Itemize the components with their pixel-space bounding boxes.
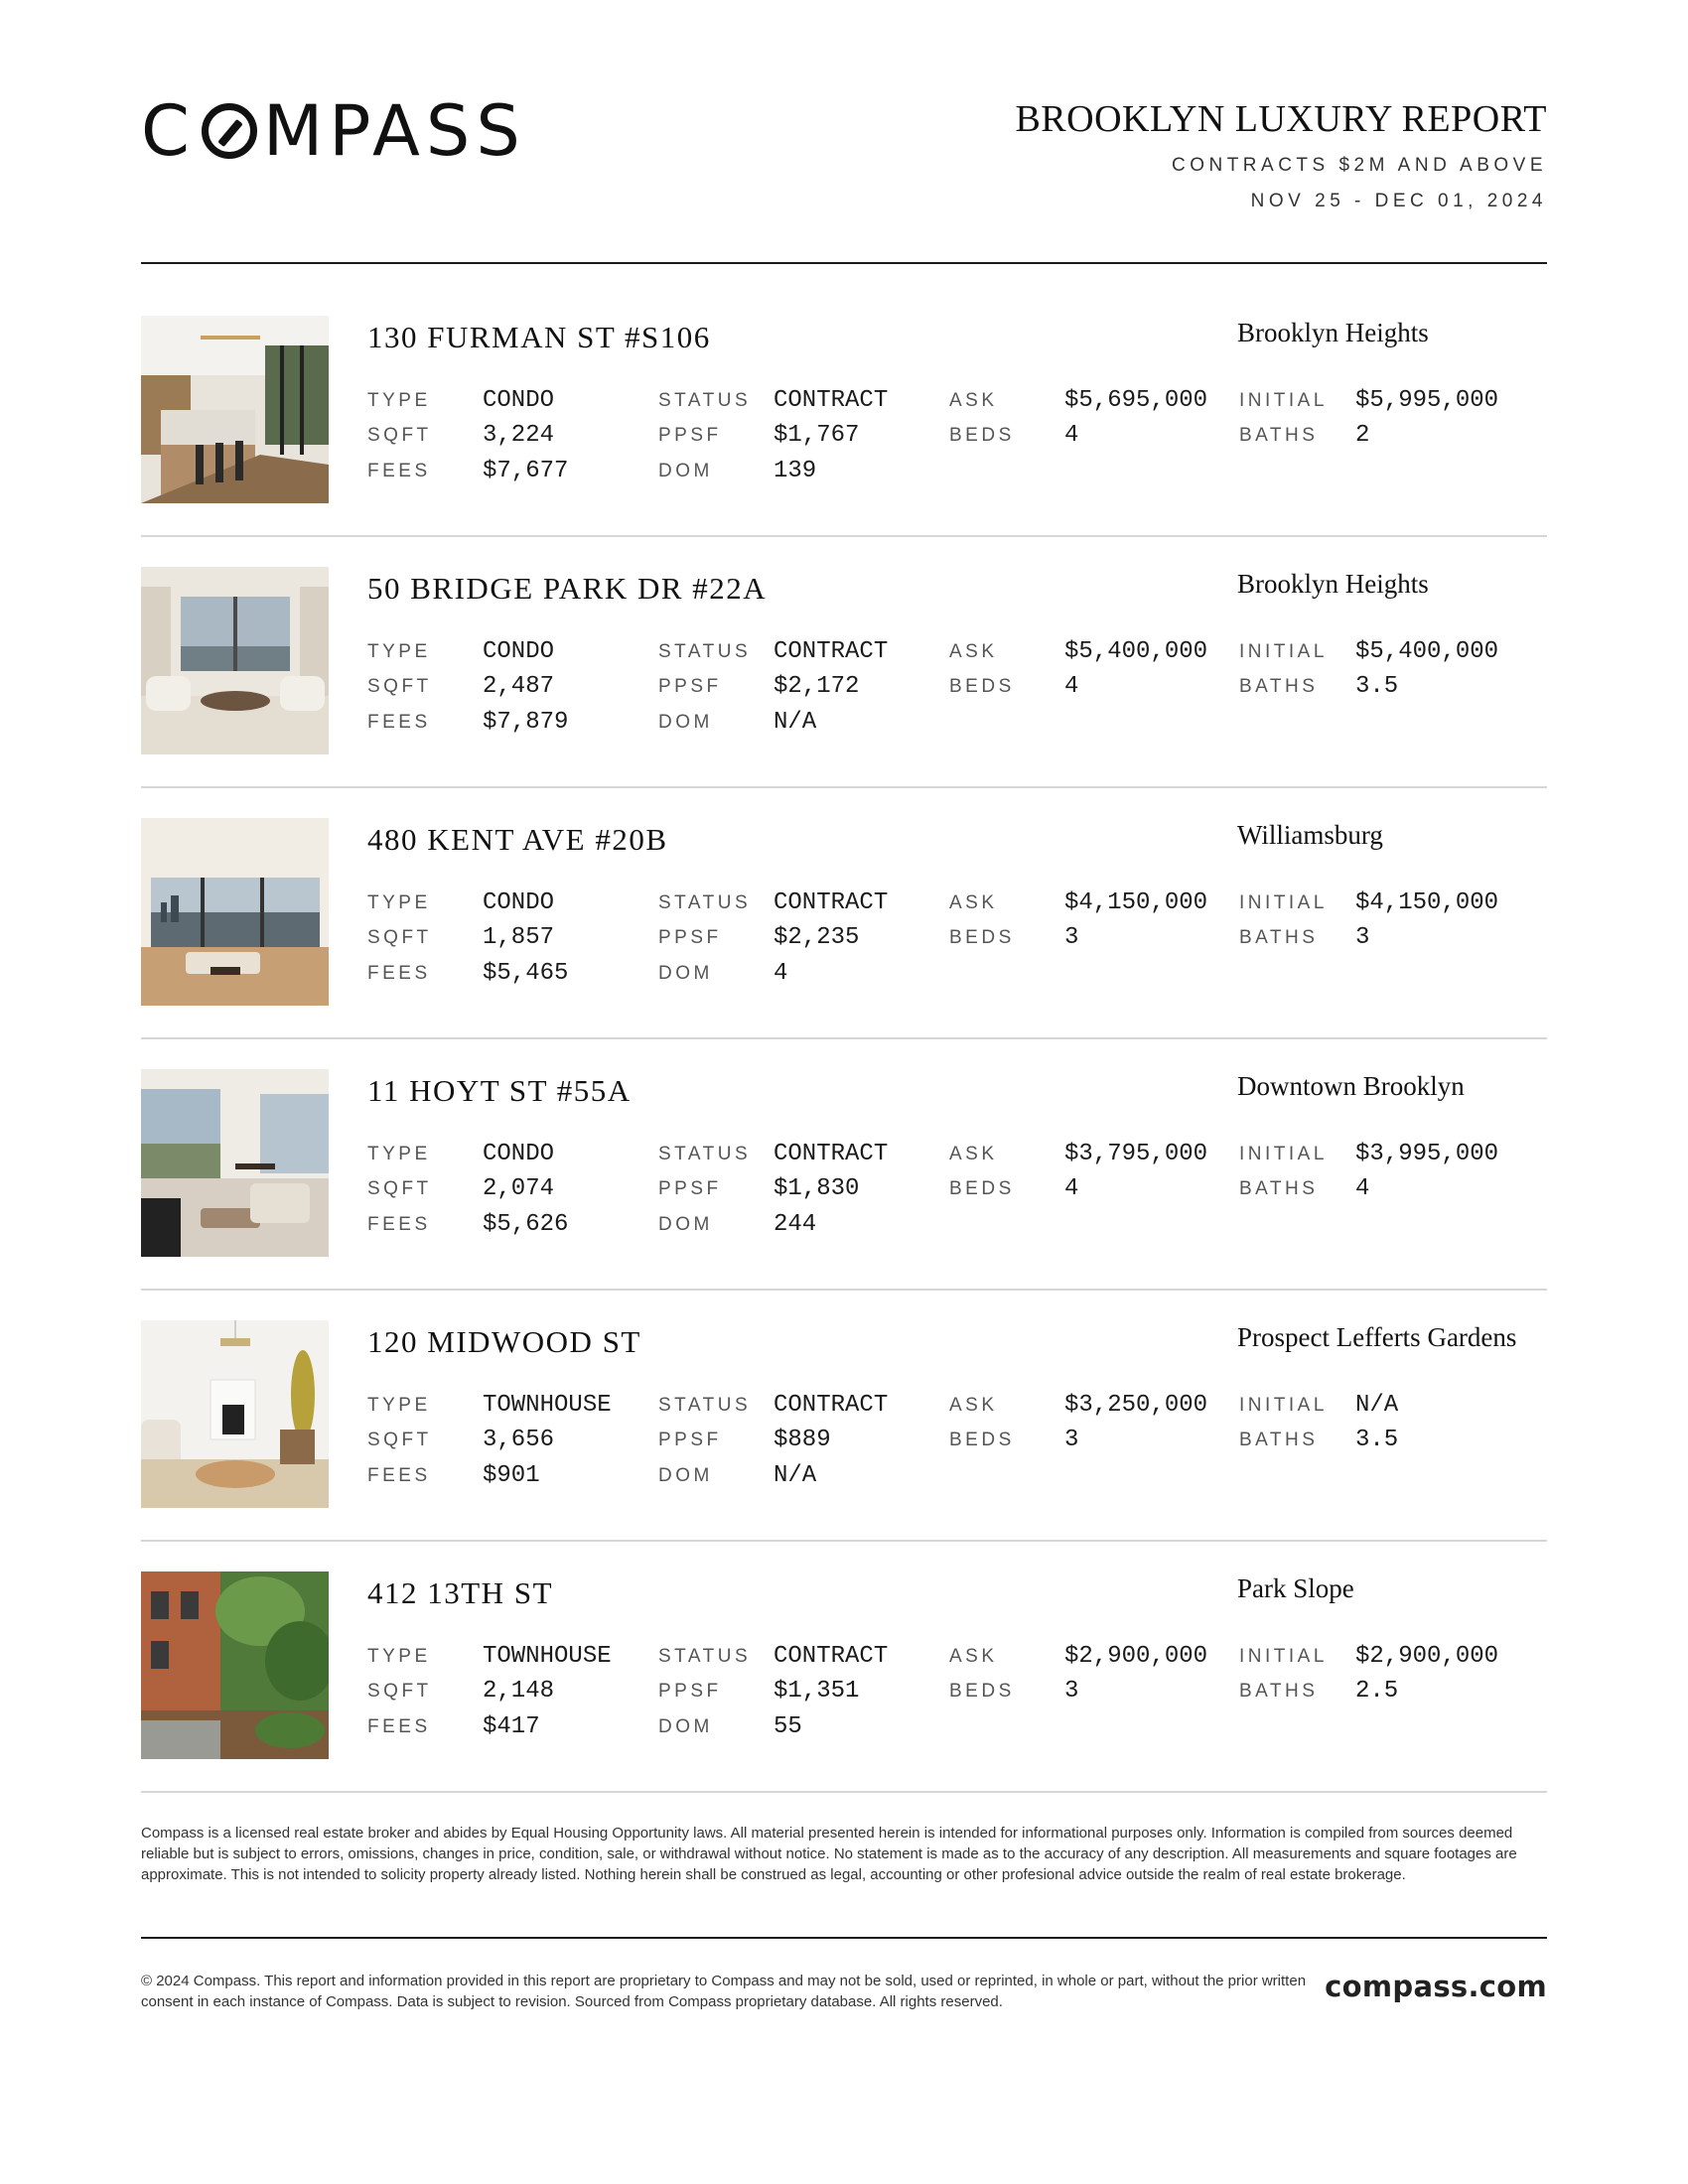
value-fees: $417 (483, 1713, 540, 1740)
listing-row (141, 1069, 1547, 1258)
value-baths: 4 (1355, 1175, 1370, 1202)
value-baths: 3.5 (1355, 1427, 1399, 1453)
label-status: STATUS (658, 1144, 752, 1164)
listing-row (141, 1320, 1547, 1509)
label-dom: DOM (658, 1214, 713, 1235)
label-ppsf: PPSF (658, 1430, 722, 1450)
label-type: TYPE (367, 1646, 431, 1667)
label-baths: BATHS (1239, 1430, 1319, 1450)
label-beds: BEDS (949, 1178, 1015, 1199)
listing-row (141, 1571, 1547, 1760)
label-ask: ASK (949, 1646, 998, 1667)
label-beds: BEDS (949, 927, 1015, 948)
value-dom: 4 (774, 960, 788, 987)
listing-photo (141, 1069, 329, 1257)
value-beds: 4 (1064, 1175, 1079, 1202)
listing-neighborhood: Brooklyn Heights (1237, 318, 1429, 347)
label-baths: BATHS (1239, 1681, 1319, 1702)
label-ppsf: PPSF (658, 676, 722, 697)
label-type: TYPE (367, 1395, 431, 1416)
value-sqft: 3,224 (483, 422, 555, 449)
label-fees: FEES (367, 461, 431, 481)
website-link[interactable]: compass.com (1325, 1970, 1547, 2003)
label-fees: FEES (367, 1214, 431, 1235)
label-baths: BATHS (1239, 1178, 1319, 1199)
value-ask: $5,400,000 (1064, 638, 1208, 665)
value-beds: 3 (1064, 1427, 1079, 1453)
value-beds: 4 (1064, 673, 1079, 700)
label-beds: BEDS (949, 1681, 1015, 1702)
value-type: TOWNHOUSE (483, 1643, 612, 1670)
value-status: CONTRACT (774, 1141, 889, 1167)
listing-divider (141, 1289, 1547, 1291)
value-dom: N/A (774, 709, 817, 736)
value-fees: $7,879 (483, 709, 569, 736)
label-ask: ASK (949, 641, 998, 662)
label-fees: FEES (367, 963, 431, 984)
listing-neighborhood: Brooklyn Heights (1237, 569, 1429, 599)
label-dom: DOM (658, 1465, 713, 1486)
value-ppsf: $1,351 (774, 1678, 860, 1705)
label-type: TYPE (367, 390, 431, 411)
listing-address: 480 KENT AVE #20B (367, 822, 668, 857)
label-initial: INITIAL (1239, 641, 1328, 662)
value-fees: $7,677 (483, 458, 569, 484)
value-sqft: 2,487 (483, 673, 555, 700)
value-status: CONTRACT (774, 889, 889, 916)
value-ppsf: $1,767 (774, 422, 860, 449)
value-ppsf: $1,830 (774, 1175, 860, 1202)
label-fees: FEES (367, 712, 431, 733)
value-type: CONDO (483, 638, 555, 665)
report-title: BROOKLYN LUXURY REPORT (1015, 98, 1547, 140)
value-status: CONTRACT (774, 1392, 889, 1419)
listing-address: 412 13TH ST (367, 1575, 553, 1610)
label-status: STATUS (658, 641, 752, 662)
header-divider (141, 262, 1547, 264)
listing-photo (141, 818, 329, 1006)
label-fees: FEES (367, 1465, 431, 1486)
value-type: CONDO (483, 889, 555, 916)
value-fees: $5,626 (483, 1211, 569, 1238)
label-ask: ASK (949, 390, 998, 411)
value-initial: $5,400,000 (1355, 638, 1499, 665)
listing-address: 120 MIDWOOD ST (367, 1324, 641, 1359)
label-status: STATUS (658, 1395, 752, 1416)
value-baths: 2.5 (1355, 1678, 1399, 1705)
label-status: STATUS (658, 892, 752, 913)
listing-address: 130 FURMAN ST #S106 (367, 320, 711, 354)
label-sqft: SQFT (367, 1430, 432, 1450)
label-fees: FEES (367, 1716, 431, 1737)
value-beds: 4 (1064, 422, 1079, 449)
label-initial: INITIAL (1239, 1144, 1328, 1164)
listing-row (141, 567, 1547, 755)
value-initial: $3,995,000 (1355, 1141, 1499, 1167)
label-ppsf: PPSF (658, 1178, 722, 1199)
value-ask: $2,900,000 (1064, 1643, 1208, 1670)
value-beds: 3 (1064, 1678, 1079, 1705)
value-status: CONTRACT (774, 638, 889, 665)
label-initial: INITIAL (1239, 1646, 1328, 1667)
label-sqft: SQFT (367, 1178, 432, 1199)
value-status: CONTRACT (774, 1643, 889, 1670)
listing-photo (141, 1320, 329, 1508)
listing-photo (141, 567, 329, 754)
label-status: STATUS (658, 1646, 752, 1667)
listing-photo (141, 316, 329, 503)
value-initial: $5,995,000 (1355, 387, 1499, 414)
value-ask: $5,695,000 (1064, 387, 1208, 414)
label-ppsf: PPSF (658, 425, 722, 446)
label-dom: DOM (658, 963, 713, 984)
value-baths: 3 (1355, 924, 1370, 951)
label-type: TYPE (367, 1144, 431, 1164)
copyright-text: © 2024 Compass. This report and information provided in this report are proprietary to Compass and may not be sold, used or reprinted, in whole or part, without the prior written consent in each instance of Compass. Data is subject to revision. Sourced from Compass proprietary database. All rights reserved. (141, 1973, 1307, 2010)
listing-address: 50 BRIDGE PARK DR #22A (367, 571, 768, 606)
value-fees: $901 (483, 1462, 540, 1489)
listing-divider (141, 1037, 1547, 1039)
label-sqft: SQFT (367, 1681, 432, 1702)
listing-neighborhood: Downtown Brooklyn (1237, 1071, 1465, 1101)
listing-photo (141, 1571, 329, 1759)
label-type: TYPE (367, 641, 431, 662)
value-ppsf: $2,172 (774, 673, 860, 700)
label-sqft: SQFT (367, 676, 432, 697)
value-status: CONTRACT (774, 387, 889, 414)
listing-neighborhood: Williamsburg (1237, 820, 1383, 850)
label-initial: INITIAL (1239, 1395, 1328, 1416)
label-beds: BEDS (949, 425, 1015, 446)
label-ask: ASK (949, 892, 998, 913)
label-baths: BATHS (1239, 676, 1319, 697)
label-type: TYPE (367, 892, 431, 913)
listing-address: 11 HOYT ST #55A (367, 1073, 632, 1108)
label-dom: DOM (658, 1716, 713, 1737)
label-initial: INITIAL (1239, 892, 1328, 913)
value-type: TOWNHOUSE (483, 1392, 612, 1419)
value-dom: 139 (774, 458, 817, 484)
value-beds: 3 (1064, 924, 1079, 951)
listing-divider (141, 1540, 1547, 1542)
value-sqft: 2,148 (483, 1678, 555, 1705)
value-sqft: 3,656 (483, 1427, 555, 1453)
label-dom: DOM (658, 712, 713, 733)
label-dom: DOM (658, 461, 713, 481)
value-ppsf: $889 (774, 1427, 831, 1453)
value-ask: $3,250,000 (1064, 1392, 1208, 1419)
compass-logo: C MPASS (141, 90, 526, 172)
label-status: STATUS (658, 390, 752, 411)
label-baths: BATHS (1239, 425, 1319, 446)
listing-divider (141, 535, 1547, 537)
label-sqft: SQFT (367, 425, 432, 446)
label-ppsf: PPSF (658, 1681, 722, 1702)
value-type: CONDO (483, 1141, 555, 1167)
footer-divider (141, 1937, 1547, 1939)
listing-row (141, 818, 1547, 1007)
label-ask: ASK (949, 1144, 998, 1164)
listing-neighborhood: Park Slope (1237, 1573, 1354, 1603)
label-baths: BATHS (1239, 927, 1319, 948)
listing-neighborhood: Prospect Lefferts Gardens (1237, 1322, 1517, 1352)
value-ppsf: $2,235 (774, 924, 860, 951)
disclaimer-text: Compass is a licensed real estate broker and abides by Equal Housing Opportunity laws. All material presented herein is intended for informational purposes only. Information is compiled from sources deemed reliable but is subject to errors, omissions, changes in price, condition, sale, or withdrawal without notice. No statement is made as to the accuracy of any description. All measurements and square footages are approximate. This is not intended to solicity property already listed. Nothing herein shall be construed as legal, accounting or other profesional advice outside the realm of real estate brokerage. (141, 1825, 1517, 1883)
report-subtitle: CONTRACTS $2M AND ABOVE (1171, 155, 1547, 176)
listing-divider (141, 1791, 1547, 1793)
value-sqft: 2,074 (483, 1175, 555, 1202)
value-type: CONDO (483, 387, 555, 414)
value-baths: 3.5 (1355, 673, 1399, 700)
value-sqft: 1,857 (483, 924, 555, 951)
label-beds: BEDS (949, 676, 1015, 697)
listing-row (141, 316, 1547, 504)
value-initial: N/A (1355, 1392, 1399, 1419)
label-initial: INITIAL (1239, 390, 1328, 411)
compass-o-mark-icon (202, 103, 257, 159)
value-dom: 244 (774, 1211, 817, 1238)
label-ppsf: PPSF (658, 927, 722, 948)
report-date-range: NOV 25 - DEC 01, 2024 (1250, 191, 1547, 211)
value-initial: $4,150,000 (1355, 889, 1499, 916)
value-ask: $3,795,000 (1064, 1141, 1208, 1167)
value-dom: 55 (774, 1713, 802, 1740)
label-sqft: SQFT (367, 927, 432, 948)
value-baths: 2 (1355, 422, 1370, 449)
value-fees: $5,465 (483, 960, 569, 987)
value-ask: $4,150,000 (1064, 889, 1208, 916)
value-initial: $2,900,000 (1355, 1643, 1499, 1670)
value-dom: N/A (774, 1462, 817, 1489)
label-beds: BEDS (949, 1430, 1015, 1450)
listing-divider (141, 786, 1547, 788)
label-ask: ASK (949, 1395, 998, 1416)
